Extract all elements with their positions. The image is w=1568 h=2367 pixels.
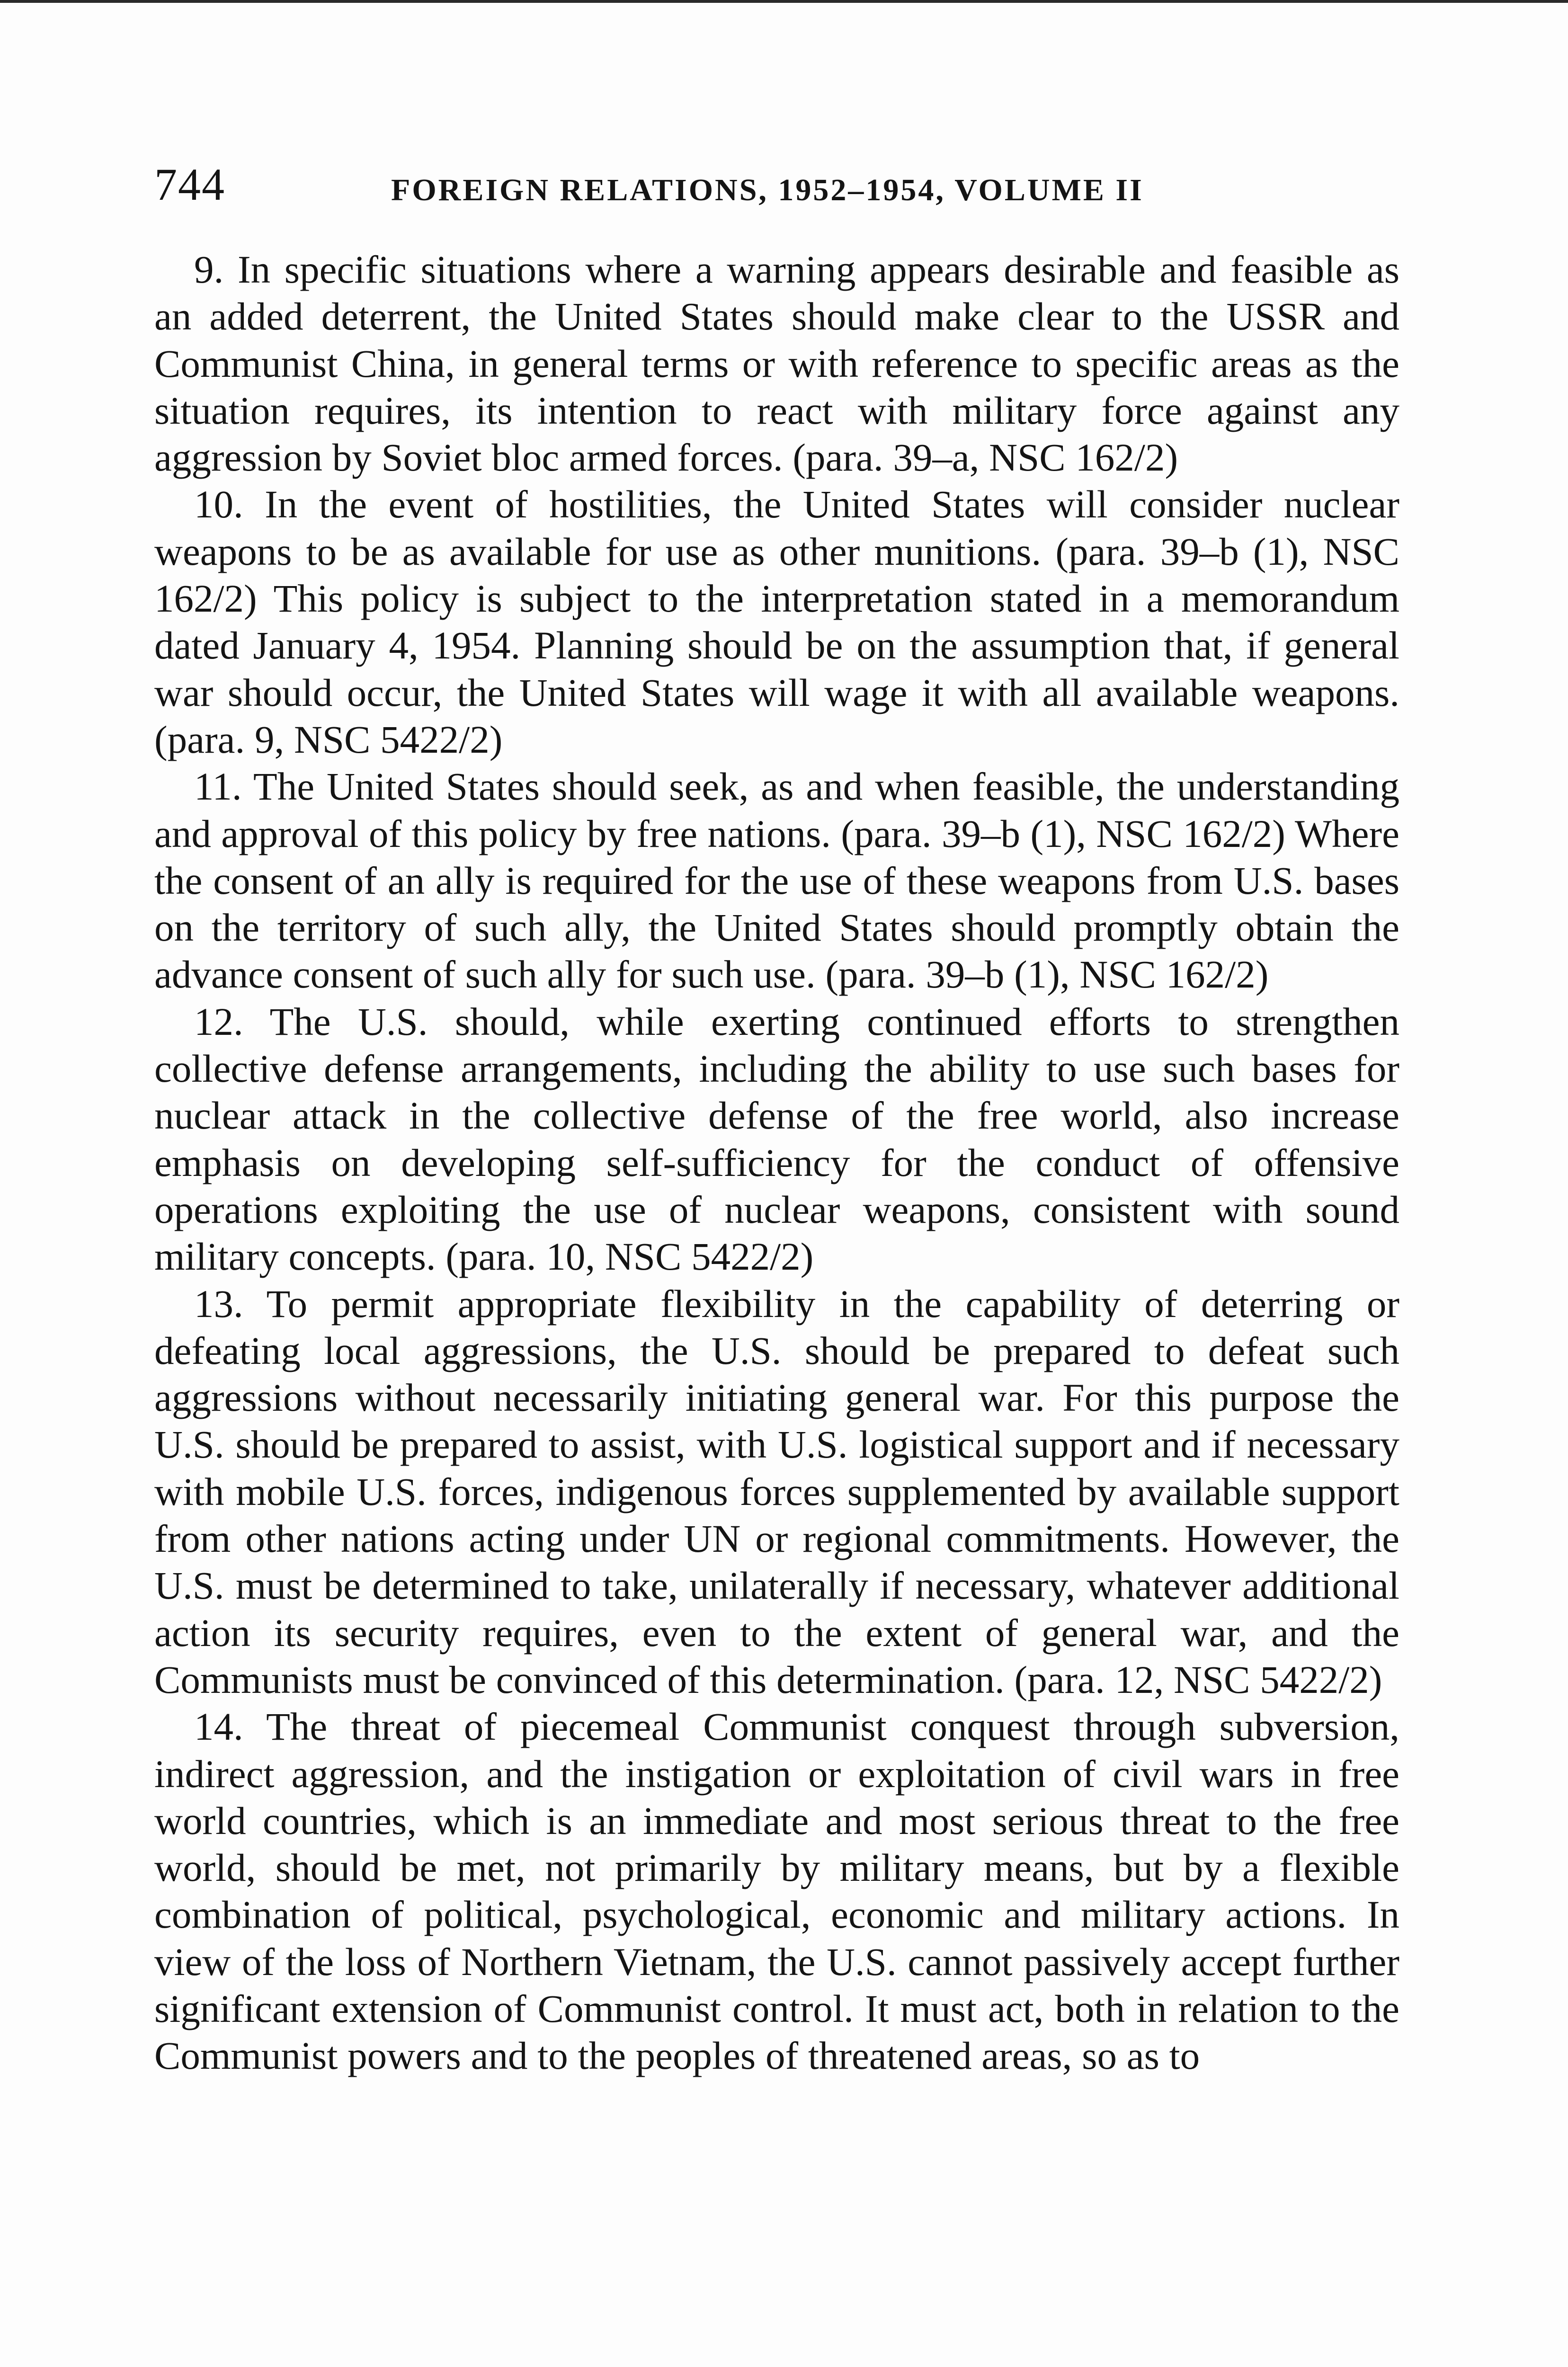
page-header — [154, 156, 1399, 213]
paragraph-14: 14. The threat of piecemeal Communist conquest through subversion, indirect aggression, and the instigation or exploitation of civil wars in free world countries, which is an immediate and most serious threat to the free world, should be met, not primarily by military means, but by a flexible combination of political, psychological, economic and military actions. In view of the loss of Northern Vietnam, the U.S. cannot passively accept further significant extension of Communist control. It must act, both in relation to the Communist powers and to the peoples of threatened areas, so as to — [154, 1705, 1399, 2078]
paragraph-10: 10. In the event of hostilities, the United States will consider nuclear weapons to be as available for use as other munitions. (para. 39–b (1), NSC 162/2) This policy is subject to the interpretation stated in a memorandum dated January 4, 1954. Planning should be on the assumption that, if general war should occur, the United States will wage it with all available weapons. (para. 9, NSC 5422/2) — [154, 482, 1399, 761]
scan-edge-rule — [0, 0, 1568, 3]
paragraph-12: 12. The U.S. should, while exerting continued efforts to strengthen collective defense arrangements, including the ability to use such bases for nuclear attack in the collective defense of the free world, also increase emphasis on developing self-sufficiency for the conduct of offensive operations exploiting the use of nuclear weapons, consistent with sound military concepts. (para. 10, NSC 5422/2) — [154, 999, 1399, 1279]
paragraph-13: 13. To permit appropriate flexibility in the capability of deterring or defeating local aggressions, the U.S. should be prepared to defeat such aggressions without necessarily initiating general war. For this purpose the U.S. should be prepared to assist, with U.S. logistical support and if necessary with mobile U.S. forces, indigenous forces supplemented by available support from other nations acting under UN or regional commitments. However, the U.S. must be determined to take, unilaterally if necessary, whatever additional action its security requires, even to the extent of general war, and the Communists must be convinced of this determination. (para. 12, NSC 5422/2) — [154, 1281, 1399, 1701]
paragraph-9: 9. In specific situations where a warning appears desirable and feasible as an added deterrent, the United States should make clear to the USSR and Communist China, in general terms or with reference to specific areas as the situation requires, its intention to react with military force against any aggression by Soviet bloc armed forces. (para. 39–a, NSC 162/2) — [154, 248, 1399, 480]
page-number: 744 — [154, 159, 225, 210]
body-text — [154, 246, 1399, 2080]
paragraph-11: 11. The United States should seek, as and when feasible, the understanding and approval of this policy by free nations. (para. 39–b (1), NSC 162/2) Where the consent of an ally is required for the use of these weapons from U.S. bases on the territory of such ally, the United States should promptly obtain the advance consent of such ally for such use. (para. 39–b (1), NSC 162/2) — [154, 765, 1399, 997]
running-head: FOREIGN RELATIONS, 1952–1954, VOLUME II — [391, 173, 1144, 207]
